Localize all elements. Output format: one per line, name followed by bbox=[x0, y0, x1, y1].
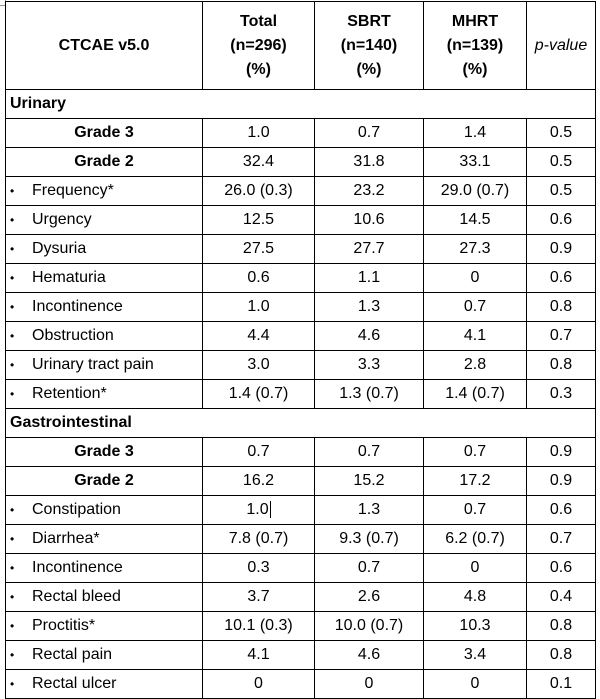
cell-mhrt[interactable]: 2.8 bbox=[424, 351, 527, 380]
cell-sbrt[interactable]: 0.7 bbox=[315, 554, 424, 583]
row-label: Rectal pain bbox=[32, 646, 113, 663]
cell-total[interactable]: 0 bbox=[203, 670, 315, 699]
table-row bbox=[6, 670, 596, 699]
table-row bbox=[6, 293, 596, 322]
cell-sbrt[interactable]: 15.2 bbox=[315, 467, 424, 496]
row-label-cell[interactable] bbox=[6, 583, 203, 612]
cell-total[interactable]: 3.0 bbox=[203, 351, 315, 380]
table-row bbox=[6, 525, 596, 554]
cell-sbrt[interactable]: 1.3 (0.7) bbox=[315, 380, 424, 409]
bullet-icon: • bbox=[10, 618, 15, 633]
bullet-icon: • bbox=[10, 299, 15, 314]
row-label: Hematuria bbox=[32, 269, 106, 286]
cell-mhrt[interactable]: 0 bbox=[424, 670, 527, 699]
header-sbrt-unit: (%) bbox=[356, 60, 382, 78]
header-total-unit: (%) bbox=[246, 60, 271, 78]
header-ctcae: CTCAE v5.0 bbox=[6, 2, 203, 90]
cell-total[interactable]: 26.0 (0.3) bbox=[203, 177, 315, 206]
row-label-cell[interactable] bbox=[6, 525, 203, 554]
cell-p-value[interactable]: 0.7 bbox=[527, 525, 596, 554]
table-row bbox=[6, 554, 596, 583]
row-label[interactable]: Grade 2 bbox=[6, 148, 203, 177]
row-label: Urgency bbox=[32, 211, 92, 228]
cell-p-value[interactable]: 0.8 bbox=[527, 293, 596, 322]
table-row bbox=[6, 322, 596, 351]
row-label-cell[interactable] bbox=[6, 206, 203, 235]
cell-p-value[interactable]: 0.9 bbox=[527, 235, 596, 264]
cell-total[interactable]: 1.0 bbox=[203, 293, 315, 322]
cell-sbrt[interactable]: 1.3 bbox=[315, 293, 424, 322]
cell-p-value[interactable]: 0.9 bbox=[527, 438, 596, 467]
bullet-icon: • bbox=[10, 270, 15, 285]
table-row bbox=[6, 496, 596, 525]
cell-mhrt[interactable]: 0 bbox=[424, 554, 527, 583]
cell-p-value[interactable]: 0.7 bbox=[527, 322, 596, 351]
cell-p-value[interactable]: 0.3 bbox=[527, 380, 596, 409]
table-row bbox=[6, 612, 596, 641]
bullet-icon: • bbox=[10, 502, 15, 517]
header-mhrt-unit: (%) bbox=[462, 60, 488, 78]
cell-mhrt[interactable]: 0.7 bbox=[424, 438, 527, 467]
row-label-cell[interactable] bbox=[6, 264, 203, 293]
cell-p-value[interactable]: 0.8 bbox=[527, 612, 596, 641]
text-cursor-icon bbox=[270, 501, 271, 518]
header-total-name: Total bbox=[239, 12, 278, 30]
header-mhrt-n: (n=139) bbox=[446, 36, 504, 54]
bullet-icon: • bbox=[10, 183, 15, 198]
cell-mhrt[interactable]: 29.0 (0.7) bbox=[424, 177, 527, 206]
cell-mhrt[interactable]: 0 bbox=[424, 264, 527, 293]
cell-p-value[interactable]: 0.4 bbox=[527, 583, 596, 612]
cell-total[interactable]: 4.4 bbox=[203, 322, 315, 351]
cell-mhrt[interactable]: 0.7 bbox=[424, 293, 527, 322]
cell-total[interactable]: 1.0 bbox=[203, 119, 315, 148]
cell-sbrt[interactable]: 4.6 bbox=[315, 641, 424, 670]
cell-mhrt[interactable]: 4.8 bbox=[424, 583, 527, 612]
cell-total[interactable]: 0.7 bbox=[203, 438, 315, 467]
header-mhrt bbox=[424, 2, 527, 90]
cell-p-value[interactable]: 0.5 bbox=[527, 119, 596, 148]
row-label: Retention* bbox=[32, 385, 107, 402]
row-label: Proctitis* bbox=[32, 617, 96, 634]
bullet-icon: • bbox=[10, 241, 15, 256]
cell-sbrt[interactable]: 3.3 bbox=[315, 351, 424, 380]
cell-total-editing[interactable] bbox=[203, 496, 315, 525]
row-label-cell[interactable] bbox=[6, 496, 203, 525]
row-label: Obstruction bbox=[32, 327, 114, 344]
row-label-cell[interactable] bbox=[6, 293, 203, 322]
section-title[interactable]: Urinary bbox=[6, 90, 596, 119]
cell-sbrt[interactable]: 9.3 (0.7) bbox=[315, 525, 424, 554]
adverse-events-table bbox=[5, 1, 596, 699]
cell-total[interactable]: 3.7 bbox=[203, 583, 315, 612]
row-label: Frequency* bbox=[32, 182, 114, 199]
cell-total-value: 1.0 bbox=[246, 501, 269, 518]
row-label: Incontinence bbox=[32, 559, 123, 576]
cell-mhrt[interactable]: 1.4 bbox=[424, 119, 527, 148]
table-row bbox=[6, 264, 596, 293]
cell-sbrt[interactable]: 31.8 bbox=[315, 148, 424, 177]
row-label-cell[interactable] bbox=[6, 380, 203, 409]
cell-sbrt[interactable]: 1.3 bbox=[315, 496, 424, 525]
header-p-value: p-value bbox=[527, 2, 596, 90]
cell-p-value[interactable]: 0.6 bbox=[527, 496, 596, 525]
row-label: Rectal ulcer bbox=[32, 675, 117, 692]
cell-mhrt[interactable]: 0.7 bbox=[424, 496, 527, 525]
cell-mhrt[interactable]: 3.4 bbox=[424, 641, 527, 670]
row-label: Diarrhea* bbox=[32, 530, 100, 547]
cell-mhrt[interactable]: 4.1 bbox=[424, 322, 527, 351]
cell-total[interactable]: 12.5 bbox=[203, 206, 315, 235]
row-label-cell[interactable] bbox=[6, 177, 203, 206]
table-row bbox=[6, 641, 596, 670]
cell-total[interactable]: 4.1 bbox=[203, 641, 315, 670]
header-sbrt-name: SBRT bbox=[347, 12, 391, 30]
cell-total[interactable]: 10.1 (0.3) bbox=[203, 612, 315, 641]
cell-p-value[interactable]: 0.8 bbox=[527, 351, 596, 380]
row-label[interactable]: Grade 3 bbox=[6, 438, 203, 467]
cell-p-value[interactable]: 0.6 bbox=[527, 554, 596, 583]
cell-mhrt[interactable]: 27.3 bbox=[424, 235, 527, 264]
header-sbrt-n: (n=140) bbox=[340, 36, 398, 54]
table-row bbox=[6, 119, 596, 148]
cell-sbrt[interactable]: 10.0 (0.7) bbox=[315, 612, 424, 641]
cell-p-value[interactable]: 0.6 bbox=[527, 206, 596, 235]
row-label-cell[interactable] bbox=[6, 322, 203, 351]
table-header-row bbox=[6, 2, 596, 90]
table-row bbox=[6, 148, 596, 177]
cell-sbrt[interactable]: 0 bbox=[315, 670, 424, 699]
cell-sbrt[interactable]: 10.6 bbox=[315, 206, 424, 235]
row-label-cell[interactable] bbox=[6, 235, 203, 264]
cell-sbrt[interactable]: 0.7 bbox=[315, 438, 424, 467]
header-total bbox=[203, 2, 315, 90]
row-label: Constipation bbox=[32, 501, 121, 518]
cell-p-value[interactable]: 0.9 bbox=[527, 467, 596, 496]
section-row-gastrointestinal bbox=[6, 409, 596, 438]
bullet-icon: • bbox=[10, 212, 15, 227]
cell-sbrt[interactable]: 1.1 bbox=[315, 264, 424, 293]
cell-total[interactable]: 0.3 bbox=[203, 554, 315, 583]
cell-sbrt[interactable]: 27.7 bbox=[315, 235, 424, 264]
cell-mhrt[interactable]: 10.3 bbox=[424, 612, 527, 641]
bullet-icon: • bbox=[10, 560, 15, 575]
table-row bbox=[6, 235, 596, 264]
cell-sbrt[interactable]: 23.2 bbox=[315, 177, 424, 206]
bullet-icon: • bbox=[10, 328, 15, 343]
table-row bbox=[6, 177, 596, 206]
table-row bbox=[6, 206, 596, 235]
bullet-icon: • bbox=[10, 676, 15, 691]
cell-mhrt[interactable]: 6.2 (0.7) bbox=[424, 525, 527, 554]
table-row bbox=[6, 438, 596, 467]
table-row bbox=[6, 380, 596, 409]
cell-sbrt[interactable]: 2.6 bbox=[315, 583, 424, 612]
cell-mhrt[interactable]: 1.4 (0.7) bbox=[424, 380, 527, 409]
row-label[interactable]: Grade 3 bbox=[6, 119, 203, 148]
cell-total[interactable]: 0.6 bbox=[203, 264, 315, 293]
bullet-icon: • bbox=[10, 589, 15, 604]
bullet-icon: • bbox=[10, 531, 15, 546]
cell-p-value[interactable]: 0.8 bbox=[527, 641, 596, 670]
header-mhrt-name: MHRT bbox=[451, 12, 499, 30]
header-total-n: (n=296) bbox=[230, 36, 287, 54]
section-title[interactable]: Gastrointestinal bbox=[6, 409, 596, 438]
cell-p-value[interactable]: 0.5 bbox=[527, 148, 596, 177]
row-label-cell[interactable] bbox=[6, 554, 203, 583]
bullet-icon: • bbox=[10, 386, 15, 401]
row-label: Dysuria bbox=[32, 240, 87, 257]
cell-mhrt[interactable]: 33.1 bbox=[424, 148, 527, 177]
row-label: Urinary tract pain bbox=[32, 356, 154, 373]
row-label-cell[interactable] bbox=[6, 670, 203, 699]
row-label-cell[interactable] bbox=[6, 612, 203, 641]
cell-sbrt[interactable]: 4.6 bbox=[315, 322, 424, 351]
table-row bbox=[6, 583, 596, 612]
section-row-urinary bbox=[6, 90, 596, 119]
row-label: Rectal bleed bbox=[32, 588, 121, 605]
row-label-cell[interactable] bbox=[6, 351, 203, 380]
cell-p-value[interactable]: 0.5 bbox=[527, 177, 596, 206]
cell-mhrt[interactable]: 14.5 bbox=[424, 206, 527, 235]
cell-mhrt[interactable]: 17.2 bbox=[424, 467, 527, 496]
cell-p-value[interactable]: 0.1 bbox=[527, 670, 596, 699]
cell-sbrt[interactable]: 0.7 bbox=[315, 119, 424, 148]
row-label[interactable]: Grade 2 bbox=[6, 467, 203, 496]
cell-p-value[interactable]: 0.6 bbox=[527, 264, 596, 293]
cell-total[interactable]: 32.4 bbox=[203, 148, 315, 177]
cell-total[interactable]: 7.8 (0.7) bbox=[203, 525, 315, 554]
row-label: Incontinence bbox=[32, 298, 123, 315]
cell-total[interactable]: 27.5 bbox=[203, 235, 315, 264]
bullet-icon: • bbox=[10, 647, 15, 662]
row-label-cell[interactable] bbox=[6, 641, 203, 670]
cell-total[interactable]: 1.4 (0.7) bbox=[203, 380, 315, 409]
table-row bbox=[6, 467, 596, 496]
bullet-icon: • bbox=[10, 357, 15, 372]
cell-total[interactable]: 16.2 bbox=[203, 467, 315, 496]
header-sbrt bbox=[315, 2, 424, 90]
table-row bbox=[6, 351, 596, 380]
